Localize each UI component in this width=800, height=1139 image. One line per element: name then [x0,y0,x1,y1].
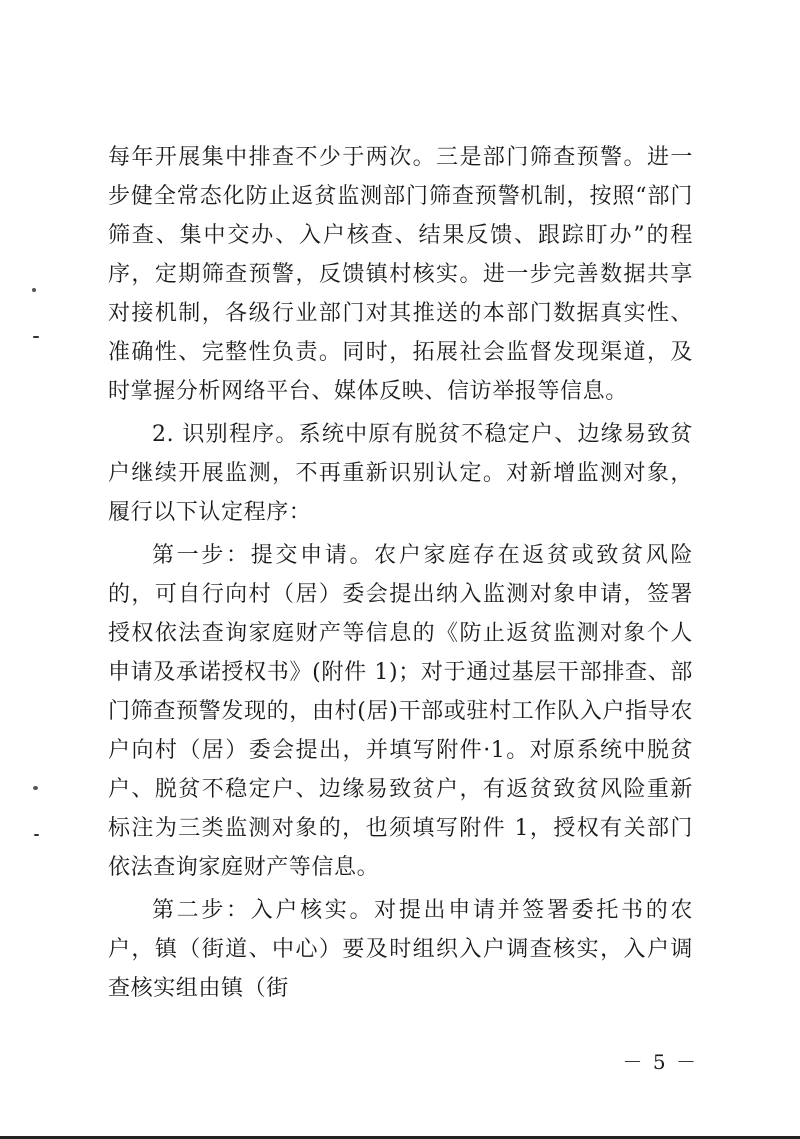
paragraph: 2. 识别程序。系统中原有脱贫不稳定户、边缘易致贫户继续开展监测，不再重新识别认定。对新增监测对象，履行以下认定程序： [108,422,693,525]
paragraph: 第二步：入户核实。对提出申请并签署委托书的农户，镇（街道、中心）要及时组织入户调查核实，入户调查核实组由镇（街 [108,898,693,1001]
scan-mark [32,288,36,292]
paragraph: 每年开展集中排查不少于两次。三是部门筛查预警。进一步健全常态化防止返贫监测部门筛查预警机制，按照“部门筛查、集中交办、入户核查、结果反馈、跟踪盯办”的程序，定期筛查预警，反馈镇村核实。进一步完善数据共享对接机制，各级行业部门对其推送的本部门数据真实性、准确性、完整性负责。同时，拓展社会监督发现渠道，及时掌握分析网络平台、媒体反映、信访举报等信息。 [108,145,693,404]
page-number: － 5 － [622,1050,698,1074]
scan-mark [33,336,39,338]
scan-mark [33,786,38,790]
document-body [108,138,693,1012]
scan-mark [34,834,39,836]
paragraph: 第一步：提交申请。农户家庭存在返贫或致贫风险的，可自行向村（居）委会提出纳入监测对象申请，签署授权依法查询家庭财产等信息的《防止返贫监测对象个人申请及承诺授权书》(附件 1)；对于通过基层干部排查、部门筛查预警发现的，由村(居)干部或驻村工作队入户指导农户向村（居）委会提出，并填写附件·1。对原系统中脱贫户、脱贫不稳定户、边缘易致贫户，有返贫致贫风险重新标注为三类监测对象的，也须填写附件 1，授权有关部门依法查询家庭财产等信息。 [108,543,693,880]
